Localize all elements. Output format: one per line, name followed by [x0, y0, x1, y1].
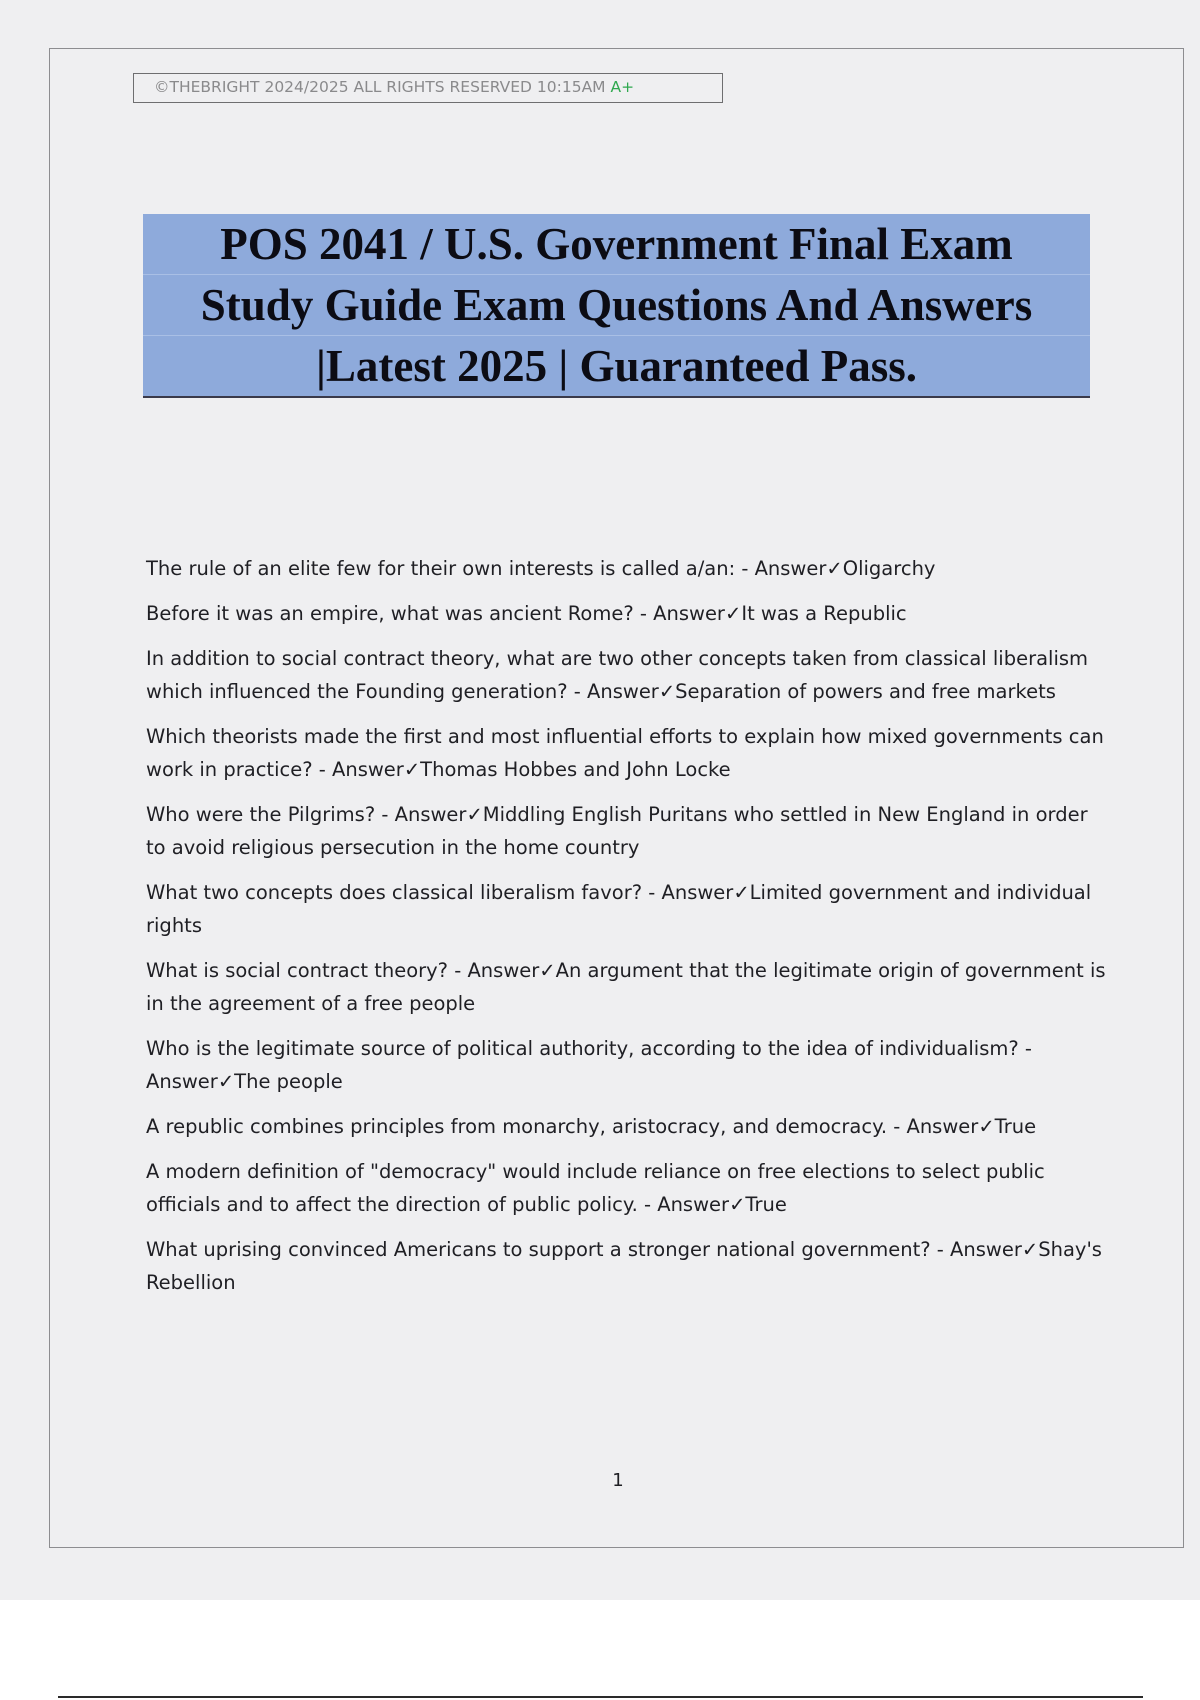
question-text: Who were the Pilgrims? - Answer [146, 803, 467, 826]
answer-text: Separation of powers and free markets [675, 680, 1056, 703]
check-mark-icon: ✓ [729, 1193, 746, 1216]
title-line: Study Guide Exam Questions And Answers [143, 275, 1090, 336]
check-mark-icon: ✓ [539, 959, 556, 982]
answer-text: It was a Republic [741, 602, 907, 625]
answer-text: An argument that the legitimate origin of government is in the agreement of a free people [146, 959, 1106, 1015]
question-text: In addition to social contract theory, what are two other concepts taken from classical liberalism which influenced the Founding generation? - Answer [146, 647, 1089, 703]
qa-item [146, 1110, 1106, 1143]
qa-item [146, 597, 1106, 630]
qa-item [146, 954, 1106, 1020]
question-text: Before it was an empire, what was ancient Rome? - Answer [146, 602, 725, 625]
grade-badge: A+ [610, 78, 635, 96]
qa-item [146, 642, 1106, 708]
check-mark-icon: ✓ [403, 758, 421, 781]
qa-item [146, 552, 1106, 585]
qa-item [146, 876, 1106, 942]
question-text: What is social contract theory? - Answer [146, 959, 540, 982]
check-mark-icon: ✓ [658, 680, 676, 703]
question-text: A republic combines principles from monarchy, aristocracy, and democracy. - Answer [146, 1115, 979, 1138]
check-mark-icon: ✓ [1021, 1238, 1039, 1261]
copyright-text: ©THEBRIGHT 2024/2025 ALL RIGHTS RESERVED 10:15AM [154, 78, 606, 96]
answer-text: The people [234, 1070, 343, 1093]
answer-text: Thomas Hobbes and John Locke [420, 758, 731, 781]
check-mark-icon: ✓ [826, 557, 843, 580]
title-line: POS 2041 / U.S. Government Final Exam [143, 214, 1090, 275]
check-mark-icon: ✓ [217, 1070, 235, 1093]
question-text: A modern definition of "democracy" would include reliance on free elections to select public officials and to affect the direction of public policy. - Answer [146, 1160, 1045, 1216]
qa-item [146, 798, 1106, 864]
qa-item [146, 1155, 1106, 1221]
bottom-divider [58, 1696, 1143, 1698]
check-mark-icon: ✓ [978, 1115, 995, 1138]
page-number: 1 [612, 1470, 624, 1491]
answer-text: Oligarchy [842, 557, 936, 580]
question-text: The rule of an elite few for their own interests is called a/an: - Answer [146, 557, 827, 580]
qa-list [146, 552, 1106, 1311]
question-text: What uprising convinced Americans to support a stronger national government? - Answer [146, 1238, 1022, 1261]
check-mark-icon: ✓ [733, 881, 750, 904]
question-text: Who is the legitimate source of political authority, according to the idea of individualism? - Answer [146, 1037, 1032, 1093]
check-mark-icon: ✓ [724, 602, 742, 625]
qa-item [146, 1233, 1106, 1299]
document-title [143, 214, 1090, 398]
answer-text: True [994, 1115, 1037, 1138]
answer-text: Shay's Rebellion [146, 1238, 1102, 1294]
qa-item [146, 720, 1106, 786]
question-text: Which theorists made the first and most influential efforts to explain how mixed governments can work in practice? - Answer [146, 725, 1104, 781]
answer-text: True [745, 1193, 787, 1216]
copyright-notice [133, 73, 723, 103]
title-line: |Latest 2025 | Guaranteed Pass. [315, 341, 918, 391]
answer-text: Middling English Puritans who settled in New England in order to avoid religious persecution in the home country [146, 803, 1088, 859]
answer-text: Limited government and individual rights [146, 881, 1092, 937]
question-text: What two concepts does classical liberalism favor? - Answer [146, 881, 734, 904]
qa-item [146, 1032, 1106, 1098]
check-mark-icon: ✓ [466, 803, 483, 826]
